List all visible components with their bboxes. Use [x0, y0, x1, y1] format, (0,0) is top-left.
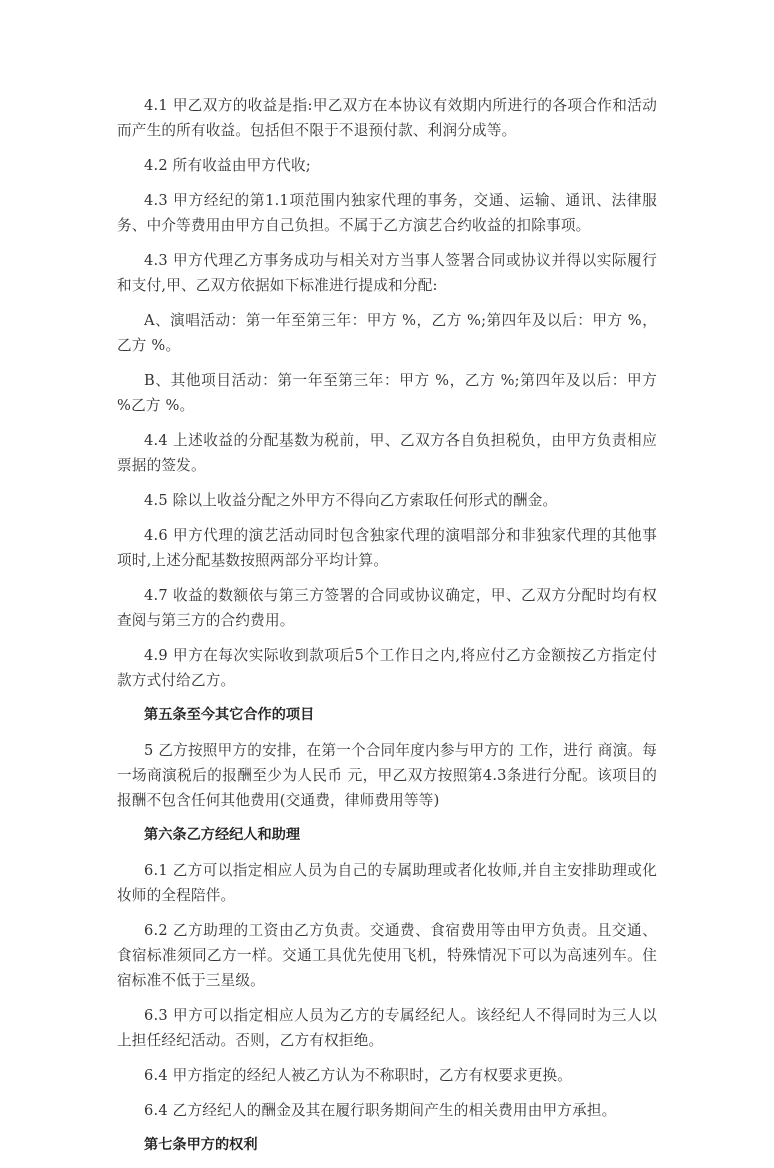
clause-4-9: 4.9 甲方在每次实际收到款项后5个工作日之内,将应付乙方金额按乙方指定付款方式付给乙方。: [117, 647, 657, 689]
clause-4-5: 4.5 除以上收益分配之外甲方不得向乙方索取任何形式的酬金。: [144, 492, 558, 509]
clause-4-3-expenses: 4.3 甲方经纪的第1.1项范围内独家代理的事务，交通、运输、通讯、法律服务、中介等费用由甲方自己负担。不属于乙方演艺合约收益的扣除事项。: [117, 192, 657, 234]
section-heading-6: 第六条乙方经纪人和助理: [144, 827, 301, 843]
clause-4-4: 4.4 上述收益的分配基数为税前，甲、乙双方各自负担税负，由甲方负责相应票据的签发。: [117, 432, 657, 474]
clause-6-4-replace: 6.4 甲方指定的经纪人被乙方认为不称职时，乙方有权要求更换。: [144, 1067, 573, 1084]
clause-6-4-fees: 6.4 乙方经纪人的酬金及其在履行职务期间产生的相关费用由甲方承担。: [144, 1102, 617, 1119]
clause-5: 5 乙方按照甲方的安排，在第一个合同年度内参与甲方的 工作，进行 商演。每一场商演税后的报酬至少为人民币 元，甲乙双方按照第4.3条进行分配。该项目的报酬不包含任何其他费用(交通费，律师费用等等): [117, 742, 657, 809]
clause-item-b-other: B、其他项目活动：第一年至第三年：甲方 %，乙方 %;第四年及以后：甲方 %乙方 %。: [117, 372, 657, 414]
clause-4-2: 4.2 所有收益由甲方代收;: [144, 157, 311, 174]
clause-4-6: 4.6 甲方代理的演艺活动同时包含独家代理的演唱部分和非独家代理的其他事项时,上述分配基数按照两部分平均计算。: [117, 527, 657, 569]
section-heading-5: 第五条至今其它合作的项目: [144, 707, 315, 723]
clause-4-3-distribution: 4.3 甲方代理乙方事务成功与相关对方当事人签署合同或协议并得以实际履行和支付,甲、乙双方依据如下标准进行提成和分配:: [117, 252, 657, 294]
clause-6-2: 6.2 乙方助理的工资由乙方负责。交通费、食宿费用等由甲方负责。且交通、食宿标准须同乙方一样。交通工具优先使用飞机，特殊情况下可以为高速列车。住宿标准不低于三星级。: [117, 922, 657, 989]
clause-6-3: 6.3 甲方可以指定相应人员为乙方的专属经纪人。该经纪人不得同时为三人以上担任经纪活动。否则，乙方有权拒绝。: [117, 1007, 657, 1049]
section-heading-7: 第七条甲方的权利: [144, 1137, 258, 1153]
document-page: [117, 93, 657, 1168]
clause-6-1: 6.1 乙方可以指定相应人员为自己的专属助理或者化妆师,并自主安排助理或化妆师的全程陪伴。: [117, 862, 657, 904]
clause-4-7: 4.7 收益的数额依与第三方签署的合同或协议确定，甲、乙双方分配时均有权查阅与第三方的合约费用。: [117, 587, 657, 629]
clause-item-a-singing: A、演唱活动：第一年至第三年：甲方 %，乙方 %;第四年及以后：甲方 %，乙方 %。: [117, 312, 657, 354]
clause-4-1: 4.1 甲乙双方的收益是指:甲乙双方在本协议有效期内所进行的各项合作和活动而产生的所有收益。包括但不限于不退预付款、利润分成等。: [117, 97, 657, 139]
